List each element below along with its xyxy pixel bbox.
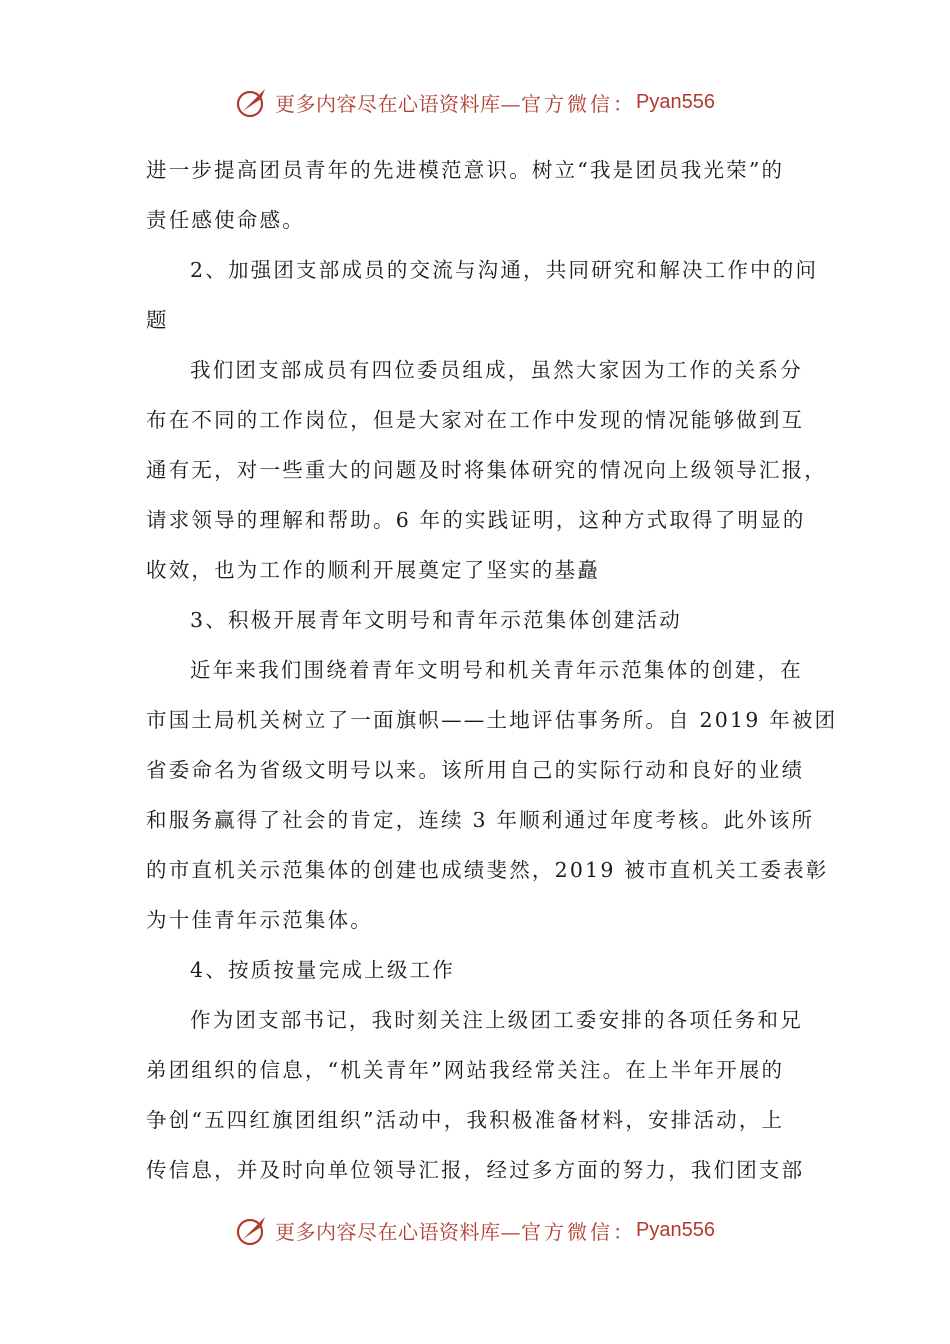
- section-heading: 3、积极开展青年文明号和青年示范集体创建活动: [190, 608, 682, 632]
- body-line: 传信息，并及时向单位领导汇报，经过多方面的努力，我们团支部: [146, 1158, 805, 1182]
- quill-pen-logo-icon: [235, 1213, 269, 1247]
- body-line: 为十佳青年示范集体。: [146, 908, 373, 932]
- section-heading: 2、加强团支部成员的交流与沟通，共同研究和解决工作中的问: [190, 258, 819, 282]
- header-promo-text: 更多内容尽在心语资料库—: [275, 91, 522, 116]
- body-line: 我们团支部成员有四位委员组成，虽然大家因为工作的关系分: [190, 358, 803, 382]
- footer-wechat-label: 官方微信：: [521, 1219, 637, 1244]
- body-line: 责任感使命感。: [146, 208, 305, 232]
- footer-wechat-id: Pyan556: [636, 1218, 715, 1241]
- body-line: 近年来我们围绕着青年文明号和机关青年示范集体的创建，在: [190, 658, 803, 682]
- body-line: 的市直机关示范集体的创建也成绩斐然，2019 被市直机关工委表彰: [146, 858, 829, 882]
- footer-banner: [0, 1210, 950, 1250]
- body-line: 请求领导的理解和帮助。6 年的实践证明，这种方式取得了明显的: [146, 508, 806, 532]
- quill-pen-logo-icon: [235, 85, 269, 119]
- section-heading-continued: 题: [146, 308, 169, 332]
- body-line: 作为团支部书记，我时刻关注上级团工委安排的各项任务和兄: [190, 1008, 803, 1032]
- header-wechat-id: Pyan556: [636, 90, 715, 113]
- header-wechat-label: 官方微信：: [521, 91, 637, 116]
- document-body: [146, 145, 838, 1195]
- body-line: 进一步提高团员青年的先进模范意识。树立“我是团员我光荣”的: [146, 158, 785, 182]
- body-line: 收效，也为工作的顺利开展奠定了坚实的基矗: [146, 558, 600, 582]
- body-line: 省委命名为省级文明号以来。该所用自己的实际行动和良好的业绩: [146, 758, 805, 782]
- body-line: 布在不同的工作岗位，但是大家对在工作中发现的情况能够做到互: [146, 408, 805, 432]
- body-line: 和服务赢得了社会的肯定，连续 3 年顺利通过年度考核。此外该所: [146, 808, 815, 832]
- section-heading: 4、按质按量完成上级工作: [190, 958, 455, 982]
- header-banner: [0, 82, 950, 122]
- body-line: 弟团组织的信息，“机关青年”网站我经常关注。在上半年开展的: [146, 1058, 785, 1082]
- footer-promo-text: 更多内容尽在心语资料库—: [275, 1219, 522, 1244]
- body-line: 争创“五四红旗团组织”活动中，我积极准备材料，安排活动，上: [146, 1108, 785, 1132]
- body-line: 市国土局机关树立了一面旗帜——土地评估事务所。自 2019 年被团: [146, 708, 838, 732]
- body-line: 通有无，对一些重大的问题及时将集体研究的情况向上级领导汇报，: [146, 458, 827, 482]
